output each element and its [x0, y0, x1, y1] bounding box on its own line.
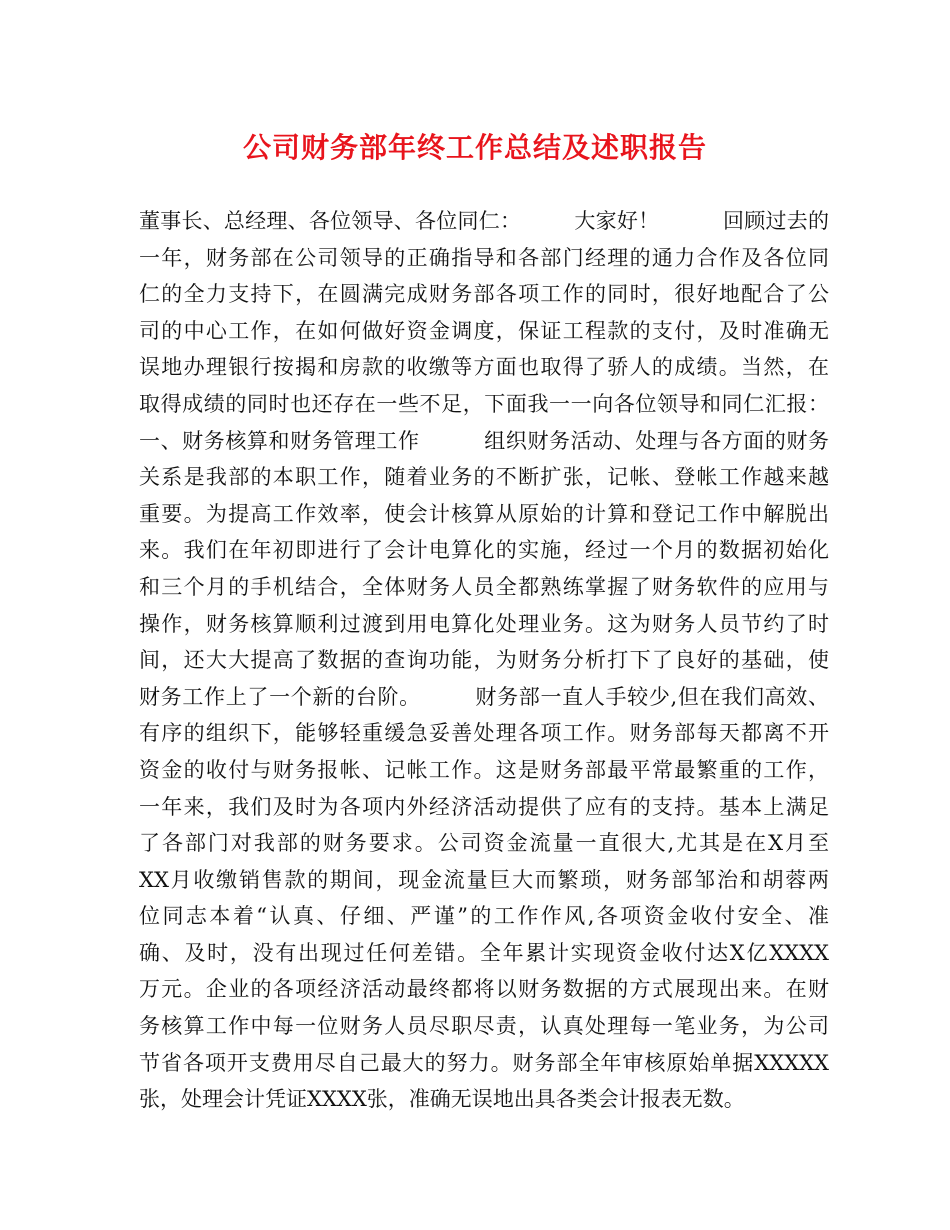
body-line: 间，还大大提高了数据的查询功能，为财务分析打下了良好的基础，使	[139, 648, 829, 673]
body-line: 取得成绩的同时也还存在一些不足，下面我一一向各位领导和同仁汇报：	[139, 391, 829, 416]
body-line: 财务工作上了一个新的台阶。 财务部一直人手较少,但在我们高效、	[139, 684, 829, 709]
body-line: 张，处理会计凭证XXXX张，准确无误地出具各类会计报表无数。	[139, 1087, 745, 1112]
body-line: 操作，财务核算顺利过渡到用电算化处理业务。这为财务人员节约了时	[139, 611, 829, 636]
body-line: 确、及时，没有出现过任何差错。全年累计实现资金收付达X亿XXXX	[139, 940, 829, 965]
body-line: 有序的组织下，能够轻重缓急妥善处理各项工作。财务部每天都离不开	[139, 721, 829, 746]
body-line: 资金的收付与财务报帐、记帐工作。这是财务部最平常最繁重的工作，	[139, 757, 829, 782]
body-line: 位同志本着“认真、仔细、严谨”的工作作风,各项资金收付安全、准	[139, 904, 829, 929]
body-line: 一、财务核算和财务管理工作 组织财务活动、处理与各方面的财务	[139, 428, 829, 453]
body-line: 了各部门对我部的财务要求。公司资金流量一直很大,尤其是在X月至	[139, 831, 829, 856]
body-line: 一年，财务部在公司领导的正确指导和各部门经理的通力合作及各位同	[139, 245, 829, 270]
body-line: 节省各项开支费用尽自己最大的努力。财务部全年审核原始单据XXXXX	[139, 1050, 829, 1075]
body-line: 万元。企业的各项经济活动最终都将以财务数据的方式展现出来。在财	[139, 977, 829, 1002]
body-line: 董事长、总经理、各位领导、各位同仁： 大家好！ 回顾过去的	[139, 209, 829, 233]
body-line: 司的中心工作，在如何做好资金调度，保证工程款的支付，及时准确无	[139, 318, 829, 343]
body-line: 关系是我部的本职工作，随着业务的不断扩张，记帐、登帐工作越来越	[139, 465, 829, 490]
body-line: 来。我们在年初即进行了会计电算化的实施，经过一个月的数据初始化	[139, 538, 829, 563]
body-line: 重要。为提高工作效率，使会计核算从原始的计算和登记工作中解脱出	[139, 501, 829, 526]
body-line: 误地办理银行按揭和房款的收缴等方面也取得了骄人的成绩。当然，在	[139, 355, 829, 380]
body-line: 一年来，我们及时为各项内外经济活动提供了应有的支持。基本上满足	[139, 794, 829, 819]
body-line: 务核算工作中每一位财务人员尽职尽责，认真处理每一笔业务，为公司	[139, 1014, 829, 1039]
body-line: XX月收缴销售款的期间，现金流量巨大而繁琐，财务部邹治和胡蓉两	[139, 867, 829, 892]
document-body	[139, 203, 829, 1118]
body-line: 和三个月的手机结合，全体财务人员全都熟练掌握了财务软件的应用与	[139, 574, 829, 599]
document-title: 公司财务部年终工作总结及述职报告	[242, 131, 707, 164]
body-line: 仁的全力支持下，在圆满完成财务部各项工作的同时，很好地配合了公	[139, 282, 829, 307]
